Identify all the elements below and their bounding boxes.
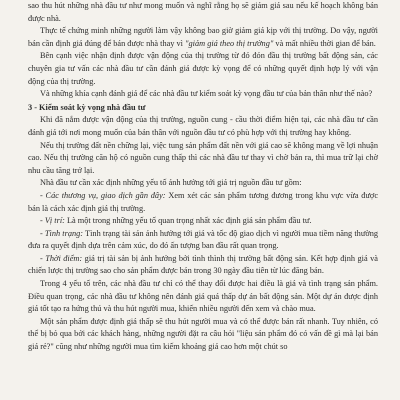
paragraph-8: Trong 4 yếu tố trên, các nhà đầu tư chỉ có thể thay đổi được hai điều là giá và tình trạng sản phẩm. Điều quan trọng, các nhà đầu tư không nên đánh giá quá thấp dự án bất động sản. Một dự án được định giá tốt tạo ra hứng thú và thu hút người mua, khiến nhiều người đến xem và chào mua. (28, 279, 378, 314)
factor-label-timing: - Thời điểm: (40, 253, 83, 263)
factor-label-location: - Vị trí: (40, 216, 65, 226)
section-heading: 3 - Kiểm soát kỳ vọng nhà đầu tư (28, 102, 146, 112)
factor-item-transactions (28, 190, 378, 215)
factor-text-transactions: Xem xét các sản phẩm tương đương trong khu vực vừa được bán là cách xác định giá thị trường. (28, 190, 379, 213)
factor-label-condition: - Tình trạng: (40, 228, 84, 238)
paragraph-7: Nhà đầu tư cần xác định những yếu tố ảnh hưởng tới giá trị nguồn đầu tư gồm: (40, 178, 302, 188)
paragraph-5: Khi đã nắm được vận động của thị trường, nguồn cung - cầu thời điểm hiện tại, các nhà đầu tư cần đánh giá tới nơi mong muốn của bản thân với nguồn đầu tư có phù hợp với thị trường hay không. (28, 115, 378, 137)
factor-text-timing: giá trị tài sản bị ảnh hưởng bởi tình thình thị trường bất động sản. Kết hợp định giá và chiến lược thị trường sao cho sản phẩm được bán trong 30 ngày đầu tiên từ lúc đăng bán. (28, 253, 378, 276)
factor-item-condition (28, 228, 378, 253)
paragraph-2-part-1: Thực tế chứng minh những người làm vậy không bao giờ giảm giá kịp với thị trường. Do vậy, người bán cần định giá đúng để bán được nhà thay vì (28, 26, 378, 48)
paragraph-2-part-3: và mất nhiều thời gian để bán. (273, 38, 376, 48)
paragraph-9: Một sản phẩm được định giá thấp sẽ thu hút người mua và có thể được bán rất nhanh. Tuy nhiên, có thể bị bỏ qua bởi các khách hàng, những người đặt ra câu hỏi "liệu sản phẩm đó có vấn đề gì mà lại bán giá rẻ?" cũng như những người mua tìm kiếm khoảng giá cao hơn một chút so (28, 316, 378, 352)
paragraph-3: Bên cạnh việc nhận định được vận động của thị trường từ đó đón đầu thị trường bất động sản, các chuyên gia tư vấn các nhà đầu tư cần đánh giá được kỳ vọng để có những quyết định hợp lý với vận động của thị trường. (28, 51, 378, 86)
paragraph-6: Nếu thị trường đất nền chững lại, việc tung sản phẩm đất nền với giá cao sẽ không mang về lợi nhuận cao. Nếu thị trường căn hộ có nguồn cung thấp thì các nhà đầu tư thay vì chờ bán ra, thì mua trữ lại chờ nhu cầu tăng trở lại. (28, 140, 378, 175)
factor-label-transactions: - Các thương vụ, giao dịch gần đây: (40, 190, 166, 200)
paragraph-4: Và những khía cạnh đánh giá để các nhà đầu tư kiểm soát kỳ vọng đầu tư của bản thân như thế nào? (40, 89, 373, 99)
factor-text-condition: Tình trạng tài sản ảnh hưởng tới giá và tốc độ giao dịch vì người mua tiềm năng thường đưa ra quyết định dựa trên cảm xúc, do đó ấn tượng ban đầu rất quan trọng. (28, 228, 378, 251)
paragraph-2 (28, 25, 378, 50)
factor-text-location: Là một trong những yếu tố quan trọng nhất xác định giá sản phẩm đầu tư. (64, 216, 312, 226)
factor-item-location (28, 215, 378, 228)
paragraph-2-quote: "giảm giá theo thị trường" (185, 38, 274, 48)
paragraph-1: sao thu hút những nhà đầu tư như mong muốn và nghĩ rằng họ sẽ giảm giá sau nếu kế hoạch không bán được nhà. (28, 1, 378, 23)
factor-item-timing (28, 253, 378, 278)
